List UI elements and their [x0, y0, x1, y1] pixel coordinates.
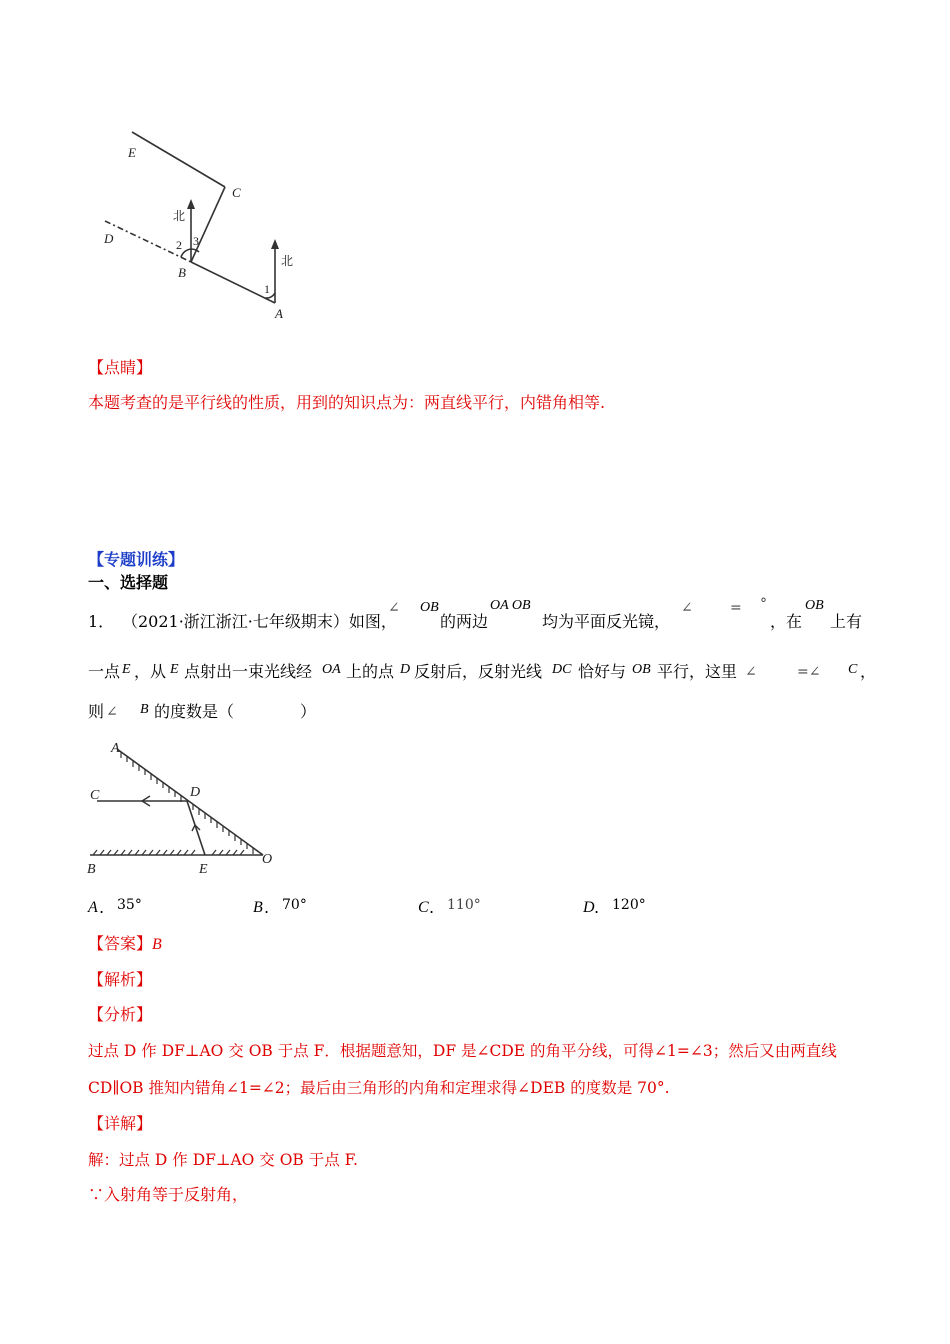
text-comma: ，	[860, 662, 877, 681]
option-d-letter: D	[583, 899, 595, 916]
xiangjie-line-2: ∵入射角等于反射角，	[88, 1185, 249, 1204]
north-arrowhead-b	[187, 199, 195, 209]
section-heading: 一、选择题	[88, 573, 169, 592]
degree-sign: °	[760, 596, 767, 612]
option-a-value: 35°	[117, 897, 142, 913]
text-yidian: 一点	[88, 662, 121, 681]
training-title: 【专题训练】	[88, 550, 185, 569]
label-north-b: 北	[173, 209, 186, 223]
math-e: E	[170, 662, 179, 677]
math-ob: OB	[420, 600, 439, 615]
option-d-dot: .	[594, 898, 600, 917]
label-angle-3: 3	[193, 234, 199, 248]
text-fanshehou: 反射后，反射光线	[414, 662, 543, 681]
label-north-a: 北	[281, 254, 294, 268]
math-oa-ob: OA OB	[490, 598, 531, 613]
text-pingxing: 平行，这里	[657, 662, 738, 681]
angle-symbol: ∠	[106, 704, 118, 720]
label-B: B	[178, 265, 186, 280]
figure-mirror-diagram	[85, 735, 285, 880]
label-angle-2: 2	[176, 238, 182, 252]
label-B: B	[87, 862, 96, 877]
option-a-dot: .	[99, 898, 105, 917]
text-qiahaoyu: 恰好与	[578, 662, 627, 681]
xiangjie-line-1: 解：过点 D 作 DF⊥AO 交 OB 于点 F.	[88, 1151, 358, 1169]
xiangjie-title: 【详解】	[88, 1114, 153, 1133]
option-b-dot: .	[264, 898, 270, 917]
math-ob: OB	[632, 662, 651, 677]
label-O: O	[262, 852, 273, 867]
option-b-value: 70°	[282, 897, 307, 913]
math-dc: DC	[552, 662, 572, 677]
text-dian-shechu: 点射出一束光线经	[184, 662, 313, 681]
math-b: B	[140, 702, 149, 717]
dianjing-title: 【点睛】	[88, 358, 153, 377]
label-D: D	[104, 231, 114, 246]
label-C: C	[232, 185, 241, 200]
equals-angle: =∠	[797, 664, 821, 680]
label-A: A	[111, 741, 120, 756]
ray-ed	[187, 801, 205, 855]
dianjing-text: 本题考查的是平行线的性质，用到的知识点为：两直线平行，内错角相等.	[88, 393, 606, 412]
question-source: （2021·浙江浙江·七年级期末）如图，	[122, 612, 397, 631]
answer-value: B	[152, 936, 162, 953]
option-a-letter: A	[88, 899, 98, 916]
angle-symbol: ∠	[388, 600, 400, 616]
question-number: 1．	[88, 612, 115, 631]
math-oa: OA	[322, 662, 341, 677]
option-b-letter: B	[253, 899, 263, 916]
angle-symbol: ∠	[681, 600, 693, 616]
math-d: D	[400, 662, 411, 677]
text-dushu: 的度数是（	[154, 702, 235, 721]
text-shangyou: 上有	[830, 612, 863, 631]
label-E: E	[128, 145, 136, 160]
answer-label: 【答案】	[88, 934, 153, 953]
text-zai: ，在	[770, 612, 803, 631]
segment-ec	[132, 132, 225, 187]
fenxi-title: 【分析】	[88, 1005, 153, 1024]
jiexi-title: 【解析】	[88, 970, 153, 989]
option-c-value: 110°	[447, 897, 481, 913]
text-shangdedian: 上的点	[346, 662, 395, 681]
label-angle-1: 1	[264, 282, 270, 296]
equals-sign: =	[730, 600, 742, 616]
label-E: E	[199, 862, 208, 877]
segment-ba	[191, 262, 275, 303]
math-e: E	[122, 662, 131, 677]
label-A: A	[275, 306, 283, 321]
text-cong: ，从	[134, 662, 167, 681]
north-arrowhead-a	[271, 239, 279, 249]
text-mirrors: 均为平面反光镜，	[542, 612, 671, 631]
option-d-value: 120°	[612, 897, 646, 913]
math-c: C	[848, 662, 858, 677]
label-D: D	[190, 785, 201, 800]
text-ze: 则	[88, 702, 105, 721]
option-c-letter: C	[418, 899, 429, 916]
text-two-sides: 的两边	[440, 612, 489, 631]
option-c-dot: .	[429, 898, 435, 917]
fenxi-line-1: 过点 D 作 DF⊥AO 交 OB 于点 F．根据题意知，DF 是∠CDE 的角平分线，可得∠1=∠3；然后又由两直线	[88, 1042, 837, 1060]
answer-row	[88, 934, 162, 955]
math-ob: OB	[805, 598, 824, 613]
angle-arc-23	[181, 249, 199, 257]
angle-symbol: ∠	[745, 664, 757, 680]
label-C: C	[90, 788, 100, 803]
figure-bearing-diagram	[95, 125, 315, 325]
fenxi-line-2: CD∥OB 推知内错角∠1=∠2；最后由三角形的内角和定理求得∠DEB 的度数是 70°.	[88, 1079, 670, 1097]
text-close-paren: ）	[300, 702, 317, 721]
